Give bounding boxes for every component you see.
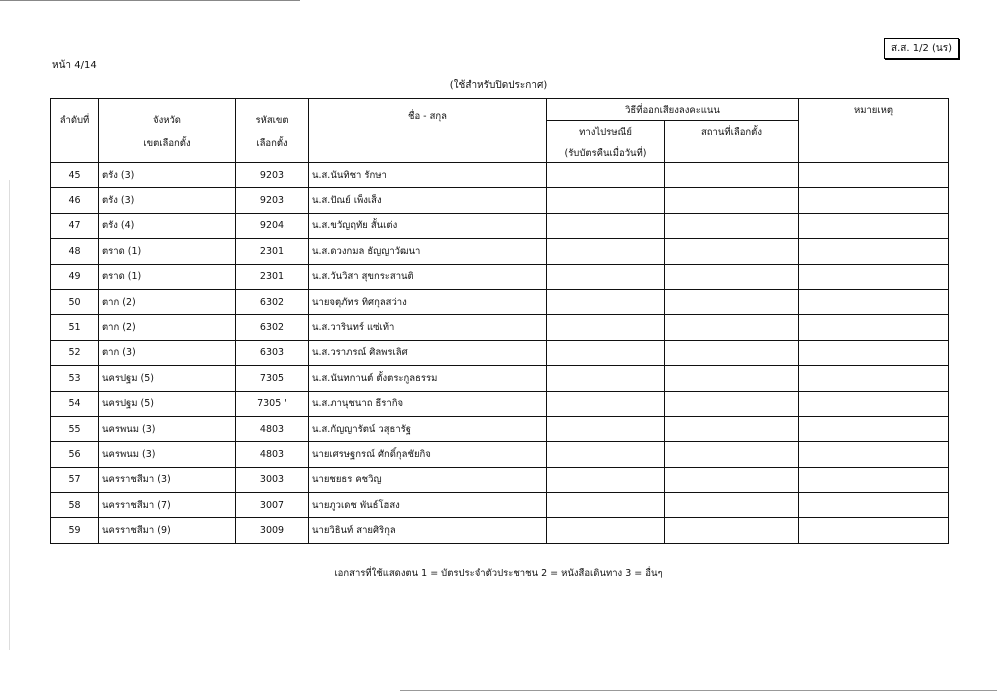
cell-name: นายวิธินท์ สายศิริกุล: [309, 518, 547, 543]
cell-no: 46: [51, 188, 99, 213]
cell-no: 51: [51, 315, 99, 340]
cell-province: นครปฐม (5): [99, 391, 236, 416]
cell-district-code: 4803: [236, 442, 309, 467]
cell-name: น.ส.วารินทร์ แซ่เท้า: [309, 315, 547, 340]
cell-remark: [799, 340, 949, 365]
header-at-station: สถานที่เลือกตั้ง: [665, 121, 799, 163]
cell-at-station: [665, 416, 799, 441]
cell-no: 52: [51, 340, 99, 365]
cell-remark: [799, 163, 949, 188]
cell-by-post: [547, 340, 665, 365]
cell-district-code: 7305: [236, 366, 309, 391]
cell-name: นายเศรษฐกรณ์ ศักดิ์กุลชัยกิจ: [309, 442, 547, 467]
footer-note: เอกสารที่ใช้แสดงตน 1 = บัตรประจำตัวประชาชน 2 = หนังสือเดินทาง 3 = อื่นๆ: [334, 568, 663, 579]
cell-no: 54: [51, 391, 99, 416]
cell-district-code: 4803: [236, 416, 309, 441]
header-by-post: ทางไปรษณีย์ (รับบัตรคืนเมื่อวันที่): [547, 121, 665, 163]
cell-remark: [799, 416, 949, 441]
table-row: [51, 493, 949, 518]
cell-province: นครพนม (3): [99, 416, 236, 441]
table-row: [51, 289, 949, 314]
cell-name: นายชยธร คชวิญ: [309, 467, 547, 492]
cell-by-post: [547, 163, 665, 188]
cell-district-code: 6302: [236, 289, 309, 314]
cell-no: 55: [51, 416, 99, 441]
cell-province: ตรัง (3): [99, 188, 236, 213]
cell-province: นครพนม (3): [99, 442, 236, 467]
cell-by-post: [547, 239, 665, 264]
cell-remark: [799, 213, 949, 238]
cell-district-code: 6303: [236, 340, 309, 365]
cell-name: น.ส.ภานุชนาถ ธีรากิจ: [309, 391, 547, 416]
cell-district-code: 9203: [236, 163, 309, 188]
cell-name: น.ส.ขวัญฤทัย สั้นเต่ง: [309, 213, 547, 238]
cell-at-station: [665, 518, 799, 543]
cell-name: น.ส.ดวงกมล ธัญญาวัฒนา: [309, 239, 547, 264]
cell-province: นครปฐม (5): [99, 366, 236, 391]
cell-name: น.ส.กัญญารัตน์ วสุธารัฐ: [309, 416, 547, 441]
cell-by-post: [547, 315, 665, 340]
cell-no: 57: [51, 467, 99, 492]
cell-province: นครราชสีมา (9): [99, 518, 236, 543]
cell-at-station: [665, 442, 799, 467]
cell-province: ตรัง (3): [99, 163, 236, 188]
table-row: [51, 264, 949, 289]
table-row: [51, 315, 949, 340]
cell-at-station: [665, 467, 799, 492]
cell-no: 59: [51, 518, 99, 543]
cell-no: 50: [51, 289, 99, 314]
cell-at-station: [665, 493, 799, 518]
header-district-code: รหัสเขต เลือกตั้ง: [236, 99, 309, 163]
cell-at-station: [665, 391, 799, 416]
table-row: [51, 391, 949, 416]
table-row: [51, 239, 949, 264]
cell-district-code: 3009: [236, 518, 309, 543]
cell-district-code: 3003: [236, 467, 309, 492]
cell-remark: [799, 188, 949, 213]
header-name: ชื่อ - สกุล: [309, 99, 547, 163]
table-row: [51, 340, 949, 365]
cell-remark: [799, 264, 949, 289]
cell-by-post: [547, 366, 665, 391]
cell-district-code: 2301: [236, 239, 309, 264]
cell-province: ตาก (2): [99, 289, 236, 314]
form-code-box: ส.ส. 1/2 (นร): [884, 38, 959, 59]
cell-by-post: [547, 442, 665, 467]
voter-list-table: [50, 98, 949, 544]
cell-at-station: [665, 315, 799, 340]
cell-remark: [799, 239, 949, 264]
table-body: [51, 163, 949, 544]
cell-no: 49: [51, 264, 99, 289]
table-row: [51, 442, 949, 467]
cell-district-code: 7305 ': [236, 391, 309, 416]
cell-at-station: [665, 289, 799, 314]
scan-edge-bottom: [400, 690, 997, 691]
cell-by-post: [547, 188, 665, 213]
table-row: [51, 213, 949, 238]
cell-district-code: 6302: [236, 315, 309, 340]
scan-edge-top: [0, 0, 300, 1]
cell-no: 58: [51, 493, 99, 518]
cell-by-post: [547, 467, 665, 492]
cell-at-station: [665, 188, 799, 213]
document-subtitle: (ใช้สำหรับปิดประกาศ): [449, 80, 548, 91]
cell-at-station: [665, 213, 799, 238]
cell-remark: [799, 442, 949, 467]
cell-province: ตรัง (4): [99, 213, 236, 238]
cell-province: นครราชสีมา (3): [99, 467, 236, 492]
header-province: จังหวัด เขตเลือกตั้ง: [99, 99, 236, 163]
cell-province: ตราด (1): [99, 239, 236, 264]
cell-remark: [799, 493, 949, 518]
cell-by-post: [547, 416, 665, 441]
table-row: [51, 366, 949, 391]
cell-by-post: [547, 518, 665, 543]
cell-district-code: 3007: [236, 493, 309, 518]
cell-remark: [799, 518, 949, 543]
cell-province: ตาก (3): [99, 340, 236, 365]
cell-district-code: 9203: [236, 188, 309, 213]
cell-at-station: [665, 340, 799, 365]
cell-no: 45: [51, 163, 99, 188]
cell-name: น.ส.ปัณย์ เพ็งเส็ง: [309, 188, 547, 213]
cell-district-code: 2301: [236, 264, 309, 289]
cell-district-code: 9204: [236, 213, 309, 238]
table-row: [51, 163, 949, 188]
cell-name: นายภูวเดช พันธ์โฮสง: [309, 493, 547, 518]
cell-at-station: [665, 366, 799, 391]
cell-by-post: [547, 493, 665, 518]
cell-at-station: [665, 239, 799, 264]
cell-name: น.ส.นันทกานต์ ตั้งตระกูลธรรม: [309, 366, 547, 391]
cell-no: 47: [51, 213, 99, 238]
cell-at-station: [665, 264, 799, 289]
cell-by-post: [547, 264, 665, 289]
cell-name: น.ส.วราภรณ์ ศิลพรเลิศ: [309, 340, 547, 365]
cell-at-station: [665, 163, 799, 188]
cell-by-post: [547, 213, 665, 238]
cell-remark: [799, 289, 949, 314]
header-remark: หมายเหตุ: [799, 99, 949, 163]
cell-no: 53: [51, 366, 99, 391]
cell-province: ตราด (1): [99, 264, 236, 289]
header-voting-method: วิธีที่ออกเสียงลงคะแนน: [547, 99, 799, 121]
cell-remark: [799, 467, 949, 492]
cell-province: นครราชสีมา (7): [99, 493, 236, 518]
cell-name: นายจตุภัทร ทิศกุลสว่าง: [309, 289, 547, 314]
cell-by-post: [547, 289, 665, 314]
header-no: ลำดับที่: [51, 99, 99, 163]
table-row: [51, 188, 949, 213]
cell-remark: [799, 366, 949, 391]
cell-remark: [799, 391, 949, 416]
table-row: [51, 416, 949, 441]
cell-remark: [799, 315, 949, 340]
cell-province: ตาก (2): [99, 315, 236, 340]
page-number: หน้า 4/14: [52, 60, 97, 71]
table-row: [51, 467, 949, 492]
cell-name: น.ส.วันวิสา สุขกระสานติ: [309, 264, 547, 289]
cell-by-post: [547, 391, 665, 416]
cell-no: 48: [51, 239, 99, 264]
cell-no: 56: [51, 442, 99, 467]
cell-name: น.ส.นันทิชา รักษา: [309, 163, 547, 188]
table-row: [51, 518, 949, 543]
